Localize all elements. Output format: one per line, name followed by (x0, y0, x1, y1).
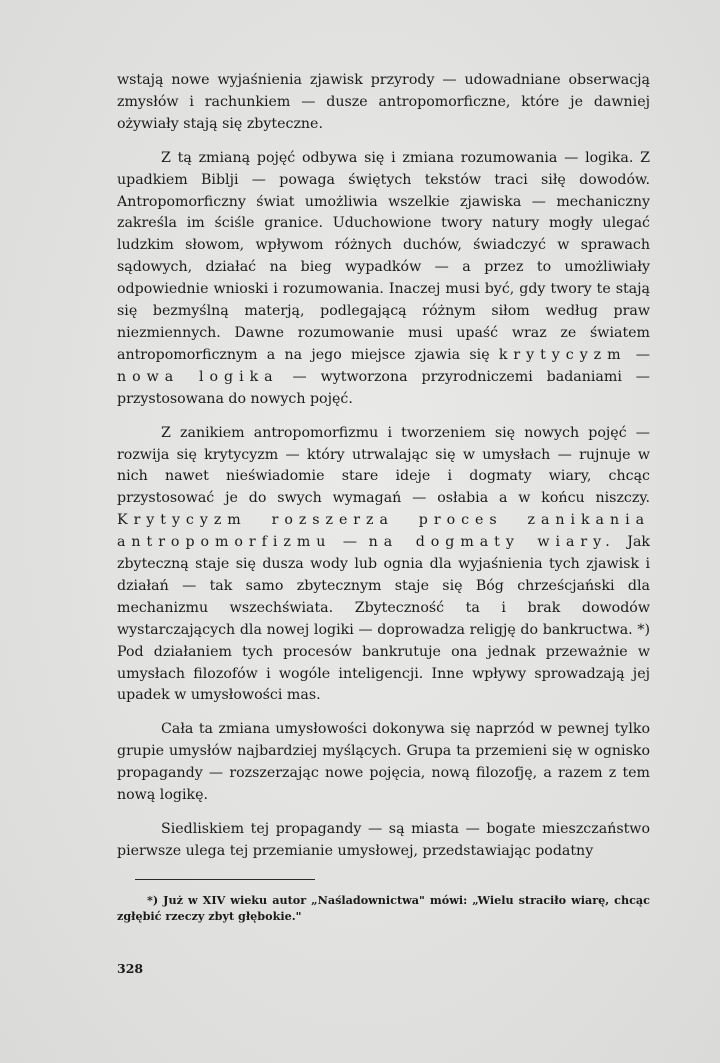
footnote: *) Już w XIV wieku autor „Naśladownictwa" mówi: „Wielu straciło wiarę, chcąc zgłębić rzeczy zbyt głębokie." (117, 892, 650, 924)
spaced-emphasis-text: na dogmaty wiary. (368, 534, 616, 551)
paragraph-5 (117, 819, 650, 863)
paragraph-1 (117, 70, 650, 136)
body-text (117, 70, 650, 976)
text-run: — (331, 534, 369, 551)
paragraph-4 (117, 719, 650, 807)
text-run: — wytworzona przyrodniczemi badaniami — przystosowana do nowych pojęć. (117, 368, 650, 407)
spaced-emphasis-text: krytycyzm (498, 346, 627, 363)
text-run: — (626, 346, 650, 363)
page-number: 328 (117, 960, 144, 976)
text-run: Z zanikiem antropomorfizmu i tworzeniem się nowych pojęć — rozwija się krytycyzm — który utrwalając się w umysłach — rujnuje w nich nawet nieświadomie stare ideje i dogmaty wiary, chcąc przystosować je do swych wymagań — osłabia a w końcu niszczy. (117, 424, 650, 507)
spaced-emphasis-text: nowa logika (117, 368, 279, 385)
text-run: wstają nowe wyjaśnienia zjawisk przyrody — udowadniane obserwacją zmysłów i rachunkiem — dusze antropomorficzne, które je dawniej ożywiały stają się zbyteczne. (117, 72, 650, 132)
text-run: Z tą zmianą pojęć odbywa się i zmiana rozumowania — logika. Z upadkiem Biblji — powaga świętych tekstów traci siłę dowodów. Antropomorficzny świat umożliwia wszelkie zjawiska — mechaniczny zakreśla im ściśle granice. Uduchowione twory natury mogły ulegać ludzkim słowom, wpływom różnych duchów, świadczyć w sprawach sądowych, działać na bieg wypadków — a przez to umożliwiały odpowiednie wnioski i rozumowania. Inaczej musi być, gdy twory te stają się bezmyślną materją, podlegającą różnym siłom według praw niezmiennych. Dawne rozumowanie musi upaść wraz ze światem antropomorficznym a na jego miejsce zjawia się (117, 149, 650, 363)
paragraph-3 (117, 423, 650, 708)
text-run: Siedliskiem tej propagandy — są miasta — bogate mieszczaństwo pierwsze ulega tej przemianie umysłowej, przedstawiając podatny (117, 821, 650, 859)
text-run: Cała ta zmiana umysłowości dokonywa się naprzód w pewnej tylko grupie umysłów najbardziej myślących. Grupa ta przemieni się w ognisko propagandy — rozszerzając nowe pojęcia, nową filozofję, a razem z tem nową logikę. (117, 721, 650, 804)
text-run: Jak zbyteczną staje się dusza wody lub ognia dla wyjaśnienia tych zjawisk i działań — tak samo zbytecznym staje się Bóg chrześcjański dla mechanizmu wszechświata. Zbyteczność ta i brak dowodów wystarczających dla nowej logiki — doprowadza religję do bankructwa. *) Pod działaniem tych procesów bankrutuje ona jednak przeważnie w umysłach filozofów i wogóle inteligencji. Inne wpływy sprowadzają jej upadek w umysłowości mas. (117, 534, 650, 704)
footnote-divider (135, 879, 315, 880)
spaced-emphasis-text: Krytycyzm rozszerza proces zanikania antropomorfizmu (117, 512, 650, 551)
paragraph-2 (117, 148, 650, 411)
